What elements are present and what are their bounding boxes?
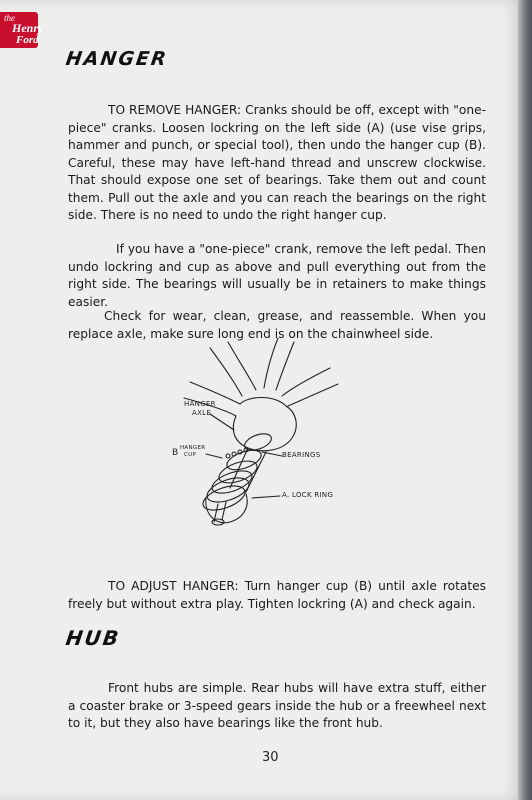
label-bearings: BEARINGS <box>282 451 321 459</box>
page-edge-shadow <box>518 0 532 800</box>
paragraph-adjust-hanger: TO ADJUST HANGER: Turn hanger cup (B) until axle rotates freely but without extra play. Tighten lockring (A) and check again. <box>68 579 486 611</box>
page-number: 30 <box>262 750 279 765</box>
label-b-hanger: HANGER <box>180 445 206 451</box>
paragraph-remove-hanger: TO REMOVE HANGER: Cranks should be off, except with "one-piece" cranks. Loosen lockring on the left side (A) (use vise grips, hammer and punch, or special tool), then undo the hanger cup (B). Careful, these may have left-hand thread and unscrew clockwise. That should expose one set of bearings. Take them out and count them. Pull out the axle and you can reach the bearings on the right side. There is no need to undo the right hanger cup. <box>68 103 486 223</box>
label-axle: AXLE <box>192 409 212 417</box>
label-hanger: HANGER <box>184 400 216 408</box>
logo-line-1: the <box>4 13 15 23</box>
heading-hanger: HANGER <box>64 48 170 70</box>
paragraph-one-piece-crank: If you have a "one-piece" crank, remove the left pedal. Then undo lockring and cup as above and pull everything out from the right side. The bearings will usually be in retainers to make things easier. <box>68 242 486 309</box>
henry-ford-logo <box>0 12 44 48</box>
logo-line-2: Henry <box>12 21 44 35</box>
label-b-cup: CUP <box>184 452 197 458</box>
label-lockring: A. LOCK RING <box>282 491 334 499</box>
hanger-drawing <box>170 338 380 538</box>
logo-line-3: Ford <box>16 34 39 46</box>
paragraph-check-wear: Check for wear, clean, grease, and reassemble. When you replace axle, make sure long end is on the chainwheel side. <box>68 309 486 341</box>
label-b-letter: B <box>172 448 179 458</box>
hanger-illustration <box>170 338 380 538</box>
heading-hub: HUB <box>64 626 122 650</box>
paragraph-hubs: Front hubs are simple. Rear hubs will have extra stuff, either a coaster brake or 3-speed gears inside the hub or a freewheel next to it, but they also have bearings like the front hub. <box>68 681 486 731</box>
